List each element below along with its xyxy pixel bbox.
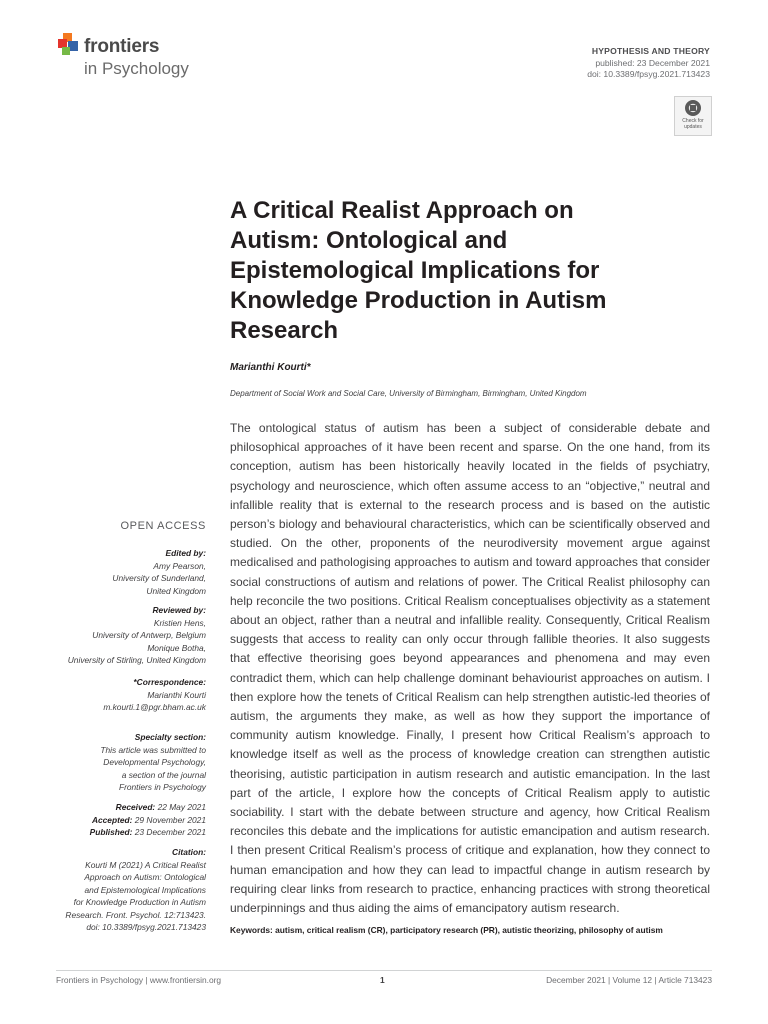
correspondence-section [6,676,206,714]
accepted-date [6,814,206,827]
editor-line: Amy Pearson, [153,560,206,571]
abstract-text: The ontological status of autism has been a subject of considerable debate and philosophical approaches of it have been recent and sparse. On the one hand, from its conception, autism has been historically heavily located in the fields of psychiatry, psychology and neuroscience, which often assume access to an “objective,” neutral and infallible reality that is external to the research process and is based on the autistic person’s biology and behavioural characteristics, which can be scientifically observed and studied. On the other, proponents of the neurodiversity movement argue against medicalised and pathologising approaches to autism and toward approaches that consider social constructions of autism and relations of power. The Critical Realist philosophy can help reconcile the two positions. Critical Realism conceptualises objectivity as a statement about an object, rather than a neutral and infallible reality. Consequently, Critical Realism suggests that access to reality can only occur through fallible theories. It also suggests that effective theorising goes beyond appearances and phenomena and may even contradict them, which can help challenge dominant behaviourist approaches on autism. I then explore how the tenets of Critical Realism can help strengthen autistic-led theories of autism, the arguments they make, as well as how they support the importance of community autism knowledge. Finally, I present how Critical Realism’s approach to knowledge itself as well as the process of knowledge creation can strengthen autistic theorising, autistic participation in autism research and autistic emancipation. In the last part of the article, I explore how the concepts of Critical Realism apply to autistic sociability. I start with the debate between structure and agency, how Critical Realism reconciles this debate and the implications for autistic emancipation and autism research. I then present Critical Realism’s process of critique and explanation, how they connect to human emancipation and how they can lead to impactful change in autism research by requiring clear links from research to practice, enhancing practices with strong theoretical underpinnings and thus aiding the aims of emancipatory autism research. [230,421,710,916]
published-value: 23 December 2021 [134,827,206,837]
citation-line: Research. Front. Psychol. 12:713423. [65,909,206,920]
reviewer-line: University of Antwerp, Belgium [92,630,206,640]
page-number: 1 [380,975,385,985]
accepted-label: Accepted: [91,814,133,825]
specialty-label: Specialty section: [134,732,206,742]
specialty-line: Developmental Psychology, [103,757,206,767]
frontiers-logo-icon [56,33,82,59]
edited-by-section [6,547,206,597]
published-date-side [6,826,206,839]
citation-line: and Epistemological Implications [84,884,206,895]
article-title [230,196,700,346]
edited-by-label: Edited by: [165,548,206,558]
correspondence-name: Marianthi Kourti [147,689,206,700]
logo-word-journal: in Psychology [84,59,189,78]
logo-word-frontiers: frontiers [84,36,160,57]
journal-logo[interactable] [56,33,216,83]
accepted-value: 29 November 2021 [134,814,206,825]
specialty-section [6,731,206,794]
reviewer-line: Kristien Hens, [153,617,206,628]
keywords: Keywords: autism, critical realism (CR), participatory research (PR), autistic theorizing, philosophy of autism [230,925,663,935]
citation-section [6,846,206,934]
received-value: 22 May 2021 [157,802,206,812]
correspondence-email[interactable]: m.kourti.1@pgr.bham.ac.uk [103,702,206,712]
reviewer-line: Monique Botha, [147,642,206,653]
specialty-line: Frontiers in Psychology [118,782,206,792]
title-line: Epistemological Implications for [230,257,600,284]
footer-journal-link[interactable]: Frontiers in Psychology | www.frontiersin.org [56,975,222,985]
article-type: HYPOTHESIS AND THEORY [591,46,710,56]
editor-line: United Kingdom [146,585,206,596]
citation-line: Approach on Autism: Ontological [84,872,206,882]
badge-label-line1: Check for [682,118,704,124]
received-date [6,801,206,814]
correspondence-label: *Correspondence: [133,677,206,687]
badge-label-line2: updates [684,123,702,130]
citation-doi[interactable]: doi: 10.3389/fpsyg.2021.713423 [86,922,206,932]
citation-label: Citation: [172,847,206,857]
footer-issue-info: December 2021 | Volume 12 | Article 713423 [546,975,712,985]
check-for-updates-badge[interactable] [674,96,712,136]
title-line: A Critical Realist Approach on [230,197,574,224]
reviewed-by-label: Reviewed by: [152,605,206,615]
title-line: Research [230,317,339,344]
article-meta [410,46,710,81]
published-date: published: 23 December 2021 [595,57,710,68]
author-affiliation: Department of Social Work and Social Care, University of Birmingham, Birmingham, United Kingdom [230,389,587,398]
published-label: Published: [89,827,133,837]
citation-line: for Knowledge Production in Autism [73,897,206,907]
reviewer-line: University of Stirling, United Kingdom [67,655,206,665]
received-label: Received: [115,802,156,812]
specialty-line: This article was submitted to [100,744,206,755]
specialty-line: a section of the journal [121,769,206,780]
author-name[interactable]: Marianthi Kourti* [230,362,311,373]
doi: doi: 10.3389/fpsyg.2021.713423 [587,69,710,79]
title-line: Autism: Ontological and [230,227,508,254]
reviewed-by-section [6,604,206,667]
title-line: Knowledge Production in Autism [230,287,607,314]
editor-line: University of Sunderland, [112,573,206,583]
dates-section [6,801,206,839]
open-access-label: OPEN ACCESS [120,520,206,532]
citation-line: Kourti M (2021) A Critical Realist [85,859,206,870]
footer-divider [56,970,712,971]
